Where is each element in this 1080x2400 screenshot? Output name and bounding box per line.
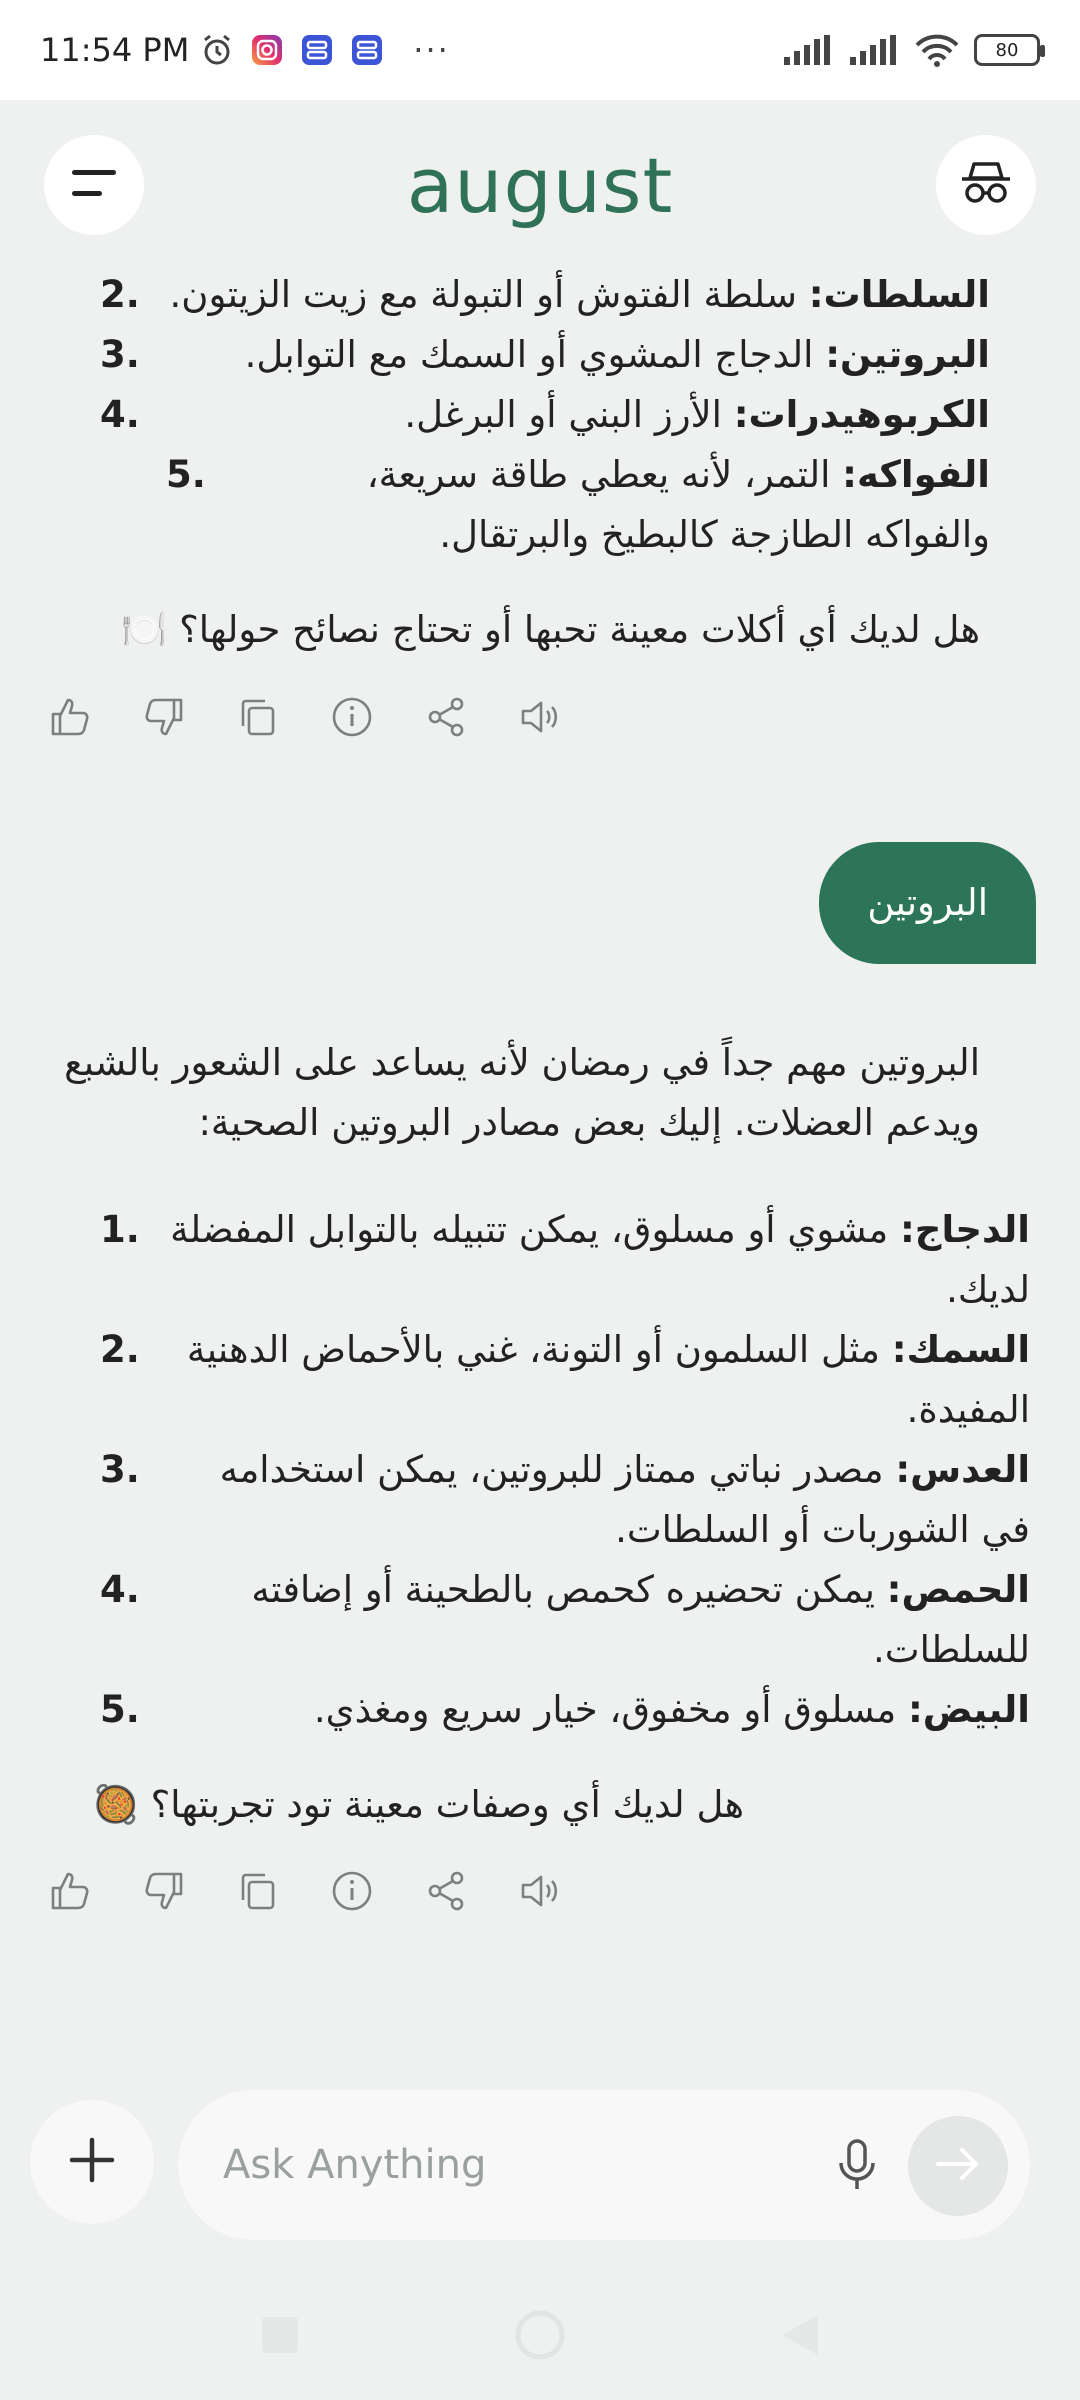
send-button[interactable]: [908, 2116, 1008, 2216]
attach-button[interactable]: [30, 2100, 154, 2224]
chat-area[interactable]: [0, 255, 1080, 2055]
list-item: البيض: مسلوق أو مخفوق، خيار سريع ومغذي. 5.: [100, 1688, 1030, 1731]
mic-button[interactable]: [832, 2140, 882, 2190]
more-notifications-icon: ···: [413, 31, 450, 69]
copy-icon[interactable]: [236, 695, 280, 739]
share-icon[interactable]: [424, 1869, 468, 1913]
list-item: السمك: مثل السلمون أو التونة، غني بالأحماض الدهنية المفيدة. 2.: [100, 1328, 1030, 1431]
app-notification-icon: [299, 32, 335, 68]
alarm-icon: [199, 32, 235, 68]
system-nav-bar: [0, 2270, 1080, 2400]
speaker-icon[interactable]: [518, 695, 562, 739]
speaker-icon[interactable]: [518, 1869, 562, 1913]
incognito-icon: [960, 160, 1012, 210]
arrow-right-icon: [936, 2146, 980, 2186]
assistant-intro-2: البروتين مهم جداً في رمضان لأنه يساعد على الشعور بالشبع ويدعم العضلات. إليك بعض مصادر البروتين الصحية:: [64, 1041, 980, 1144]
message-composer: [178, 2090, 1030, 2240]
info-icon[interactable]: [330, 695, 374, 739]
instagram-icon: [249, 32, 285, 68]
menu-button[interactable]: [44, 135, 144, 235]
assistant-closing-1: هل لديك أي أكلات معينة تحبها أو تحتاج نصائح حولها؟ 🍽️: [121, 608, 980, 651]
list-item: الحمص: يمكن تحضيره كحمص بالطحينة أو إضافته للسلطات. 4.: [100, 1568, 1030, 1671]
app-notification-icon-2: [349, 32, 385, 68]
message-input[interactable]: [223, 2142, 783, 2188]
app-title: august: [406, 140, 674, 230]
back-button[interactable]: [770, 2305, 830, 2365]
menu-icon: [70, 166, 118, 204]
app-header: [0, 100, 1080, 270]
list-item: الفواكه: التمر، لأنه يعطي طاقة سريعة، والفواكه الطازجة كالبطيخ والبرتقال. 5.: [166, 453, 990, 556]
signal-icon: [782, 32, 834, 68]
thumbs-up-icon[interactable]: [48, 1869, 92, 1913]
thumbs-down-icon[interactable]: [142, 695, 186, 739]
plus-icon: [68, 2136, 116, 2188]
assistant-list-1: [100, 265, 990, 565]
message-actions-2: [48, 1869, 562, 1913]
copy-icon[interactable]: [236, 1869, 280, 1913]
assistant-list-2: [100, 1200, 1030, 1740]
wifi-icon: [914, 32, 960, 68]
thumbs-down-icon[interactable]: [142, 1869, 186, 1913]
signal-icon-2: [848, 32, 900, 68]
thumbs-up-icon[interactable]: [48, 695, 92, 739]
recents-button[interactable]: [250, 2305, 310, 2365]
list-item: البروتين: الدجاج المشوي أو السمك مع التوابل. 3.: [100, 333, 990, 376]
battery-icon: 80: [974, 34, 1040, 66]
list-item: الدجاج: مشوي أو مسلوق، يمكن تتبيله بالتوابل المفضلة لديك. 1.: [100, 1208, 1030, 1311]
list-item: السلطات: سلطة الفتوش أو التبولة مع زيت الزيتون. 2.: [100, 273, 990, 316]
home-button[interactable]: [510, 2305, 570, 2365]
incognito-button[interactable]: [936, 135, 1036, 235]
message-actions-1: [48, 695, 562, 739]
info-icon[interactable]: [330, 1869, 374, 1913]
status-time: 11:54 PM: [40, 31, 190, 69]
assistant-closing-2: هل لديك أي وصفات معينة تود تجربتها؟ 🥘: [92, 1783, 744, 1826]
status-bar: [0, 0, 1080, 100]
list-item: الكربوهيدرات: الأرز البني أو البرغل. 4.: [100, 393, 990, 436]
list-item: العدس: مصدر نباتي ممتاز للبروتين، يمكن استخدامه في الشوربات أو السلطات. 3.: [100, 1448, 1030, 1551]
share-icon[interactable]: [424, 695, 468, 739]
user-message-bubble: البروتين: [819, 842, 1036, 964]
